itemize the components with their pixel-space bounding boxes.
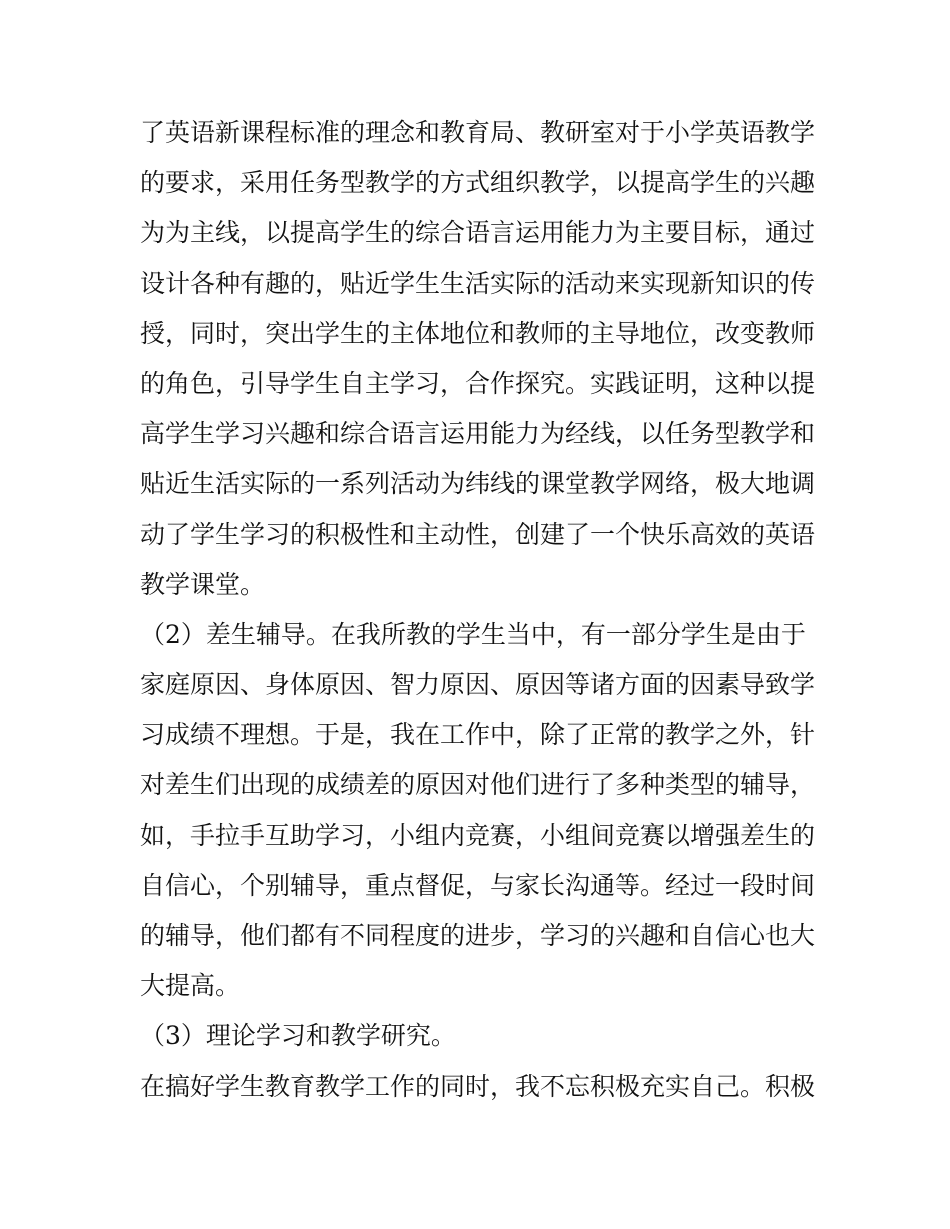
- body-text: [140, 108, 820, 1112]
- text-line: 习成绩不理想。于是，我在工作中，除了正常的教学之外，针: [140, 720, 816, 750]
- text-line: 的角色，引导学生自主学习，合作探究。实践证明，这种以提: [140, 368, 816, 398]
- text-line: 为为主线，以提高学生的综合语言运用能力为主要目标，通过: [140, 218, 816, 248]
- text-line: （2）差生辅导。在我所教的学生当中，有一部分学生是由于: [140, 619, 806, 649]
- text-line: 贴近生活实际的一系列活动为纬线的课堂教学网络，极大地调: [140, 469, 816, 499]
- text-line: 设计各种有趣的，贴近学生生活实际的活动来实现新知识的传: [140, 268, 816, 298]
- text-line: 对差生们出现的成绩差的原因对他们进行了多种类型的辅导，: [140, 770, 816, 800]
- text-line: 授，同时，突出学生的主体地位和教师的主导地位，改变教师: [140, 318, 816, 348]
- text-line: 动了学生学习的积极性和主动性，创建了一个快乐高效的英语: [140, 519, 816, 549]
- text-line: 的要求，采用任务型教学的方式组织教学，以提高学生的兴趣: [140, 168, 816, 198]
- text-line: 的辅导，他们都有不同程度的进步，学习的兴趣和自信心也大: [140, 921, 816, 950]
- text-line: 家庭原因、身体原因、智力原因、原因等诸方面的因素导致学: [140, 670, 816, 700]
- text-line: 在搞好学生教育教学工作的同时，我不忘积极充实自己。积极: [140, 1071, 816, 1101]
- text-line: 了英语新课程标准的理念和教育局、教研室对于小学英语教学: [140, 118, 816, 147]
- text-line: 自信心，个别辅导，重点督促，与家长沟通等。经过一段时间: [140, 870, 816, 900]
- text-line: 如，手拉手互助学习，小组内竞赛，小组间竞赛以增强差生的: [140, 820, 816, 850]
- text-line: 高学生学习兴趣和综合语言运用能力为经线，以任务型教学和: [140, 419, 816, 449]
- text-line: 教学课堂。: [140, 569, 266, 599]
- text-line: 大提高。: [140, 971, 241, 1001]
- text-line: （3）理论学习和教学研究。: [140, 1021, 456, 1051]
